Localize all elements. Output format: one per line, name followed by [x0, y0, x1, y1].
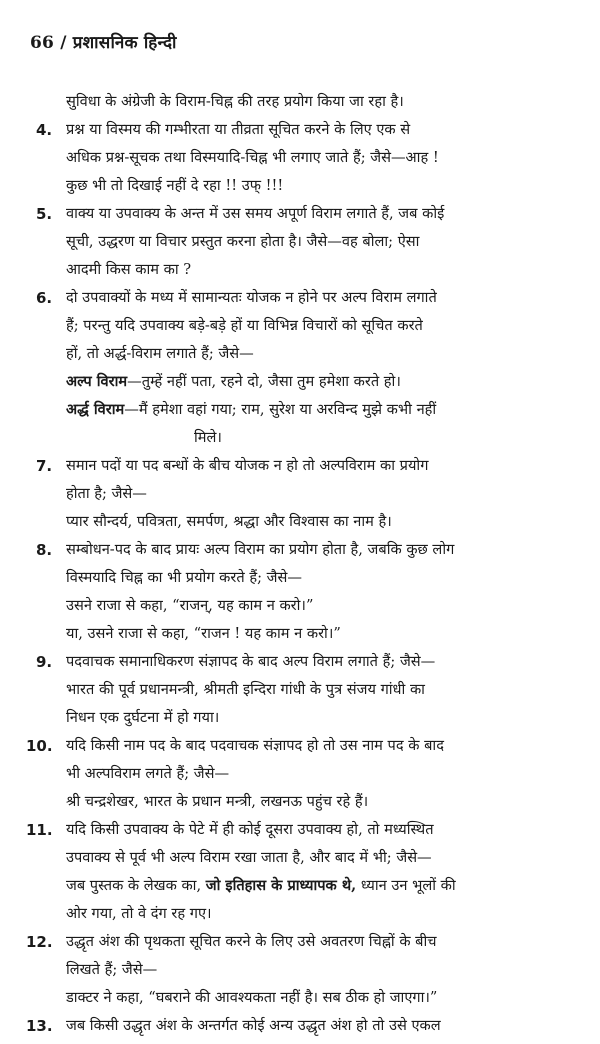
list-item-4 [36, 116, 576, 144]
item-text: आदमी किस काम का ? [66, 261, 192, 278]
term-label: अर्द्ध विराम [66, 401, 125, 418]
item-text: भी अल्पविराम लगते हैं; जैसे— [66, 765, 230, 782]
item-text: उद्धृत अंश की पृथकता सूचित करने के लिए उसे अवतरण चिह्नों के बीच [66, 933, 437, 950]
header-separator: / [60, 33, 67, 53]
example-line [36, 368, 576, 396]
item-text: डाक्टर ने कहा, “घबराने की आवश्यकता नहीं है। सब ठीक हो जाएगा।” [66, 989, 438, 1006]
item-number: 9. [36, 653, 53, 671]
item-text: होता है; जैसे— [66, 485, 147, 502]
page-number: 66 [30, 33, 55, 53]
example-text: —मैं हमेशा वहां गया; राम, सुरेश या अरविन्द मुझे कभी नहीं [124, 401, 437, 418]
item-text: पदवाचक समानाधिकरण संज्ञापद के बाद अल्प विराम लगाते हैं; जैसे— [66, 653, 436, 670]
item-text-part: ध्यान उन भूलों की [356, 877, 456, 894]
item-text: वाक्य या उपवाक्य के अन्त में उस समय अपूर्ण विराम लगाते हैं, जब कोई [66, 205, 445, 222]
item-number: 4. [36, 121, 53, 139]
list-item-8 [36, 536, 576, 564]
item-number: 13. [26, 1017, 53, 1035]
list-item-11 [26, 816, 576, 844]
term-label: अल्प विराम [66, 373, 128, 390]
item-text: दो उपवाक्यों के मध्य में सामान्यतः योजक न होने पर अल्प विराम लगाते [66, 289, 437, 306]
example-text: —तुम्हें नहीं पता, रहने दो, जैसा तुम हमेशा करते हो। [127, 373, 401, 390]
item-text: उपवाक्य से पूर्व भी अल्प विराम रखा जाता है, और बाद में भी; जैसे— [66, 849, 432, 866]
item-text: या, उसने राजा से कहा, “राजन ! यह काम न करो।” [66, 625, 341, 642]
item-text: भारत की पूर्व प्रधानमन्त्री, श्रीमती इन्दिरा गांधी के पुत्र संजय गांधी का [66, 681, 425, 698]
item-number: 6. [36, 289, 53, 307]
item-text: ओर गया, तो वे दंग रह गए। [66, 905, 212, 922]
item-text: जब किसी उद्धृत अंश के अन्तर्गत कोई अन्य उद्धृत अंश हो तो उसे एकल [66, 1017, 441, 1034]
list-item-9 [36, 648, 576, 676]
list-item-12 [26, 928, 576, 956]
item-text: प्यार सौन्दर्य, पवित्रता, समर्पण, श्रद्धा और विश्वास का नाम है। [66, 513, 392, 530]
item-text: कुछ भी तो दिखाई नहीं दे रहा !! उफ् !!! [66, 177, 284, 194]
intro-line: सुविधा के अंग्रेजी के विराम-चिह्न की तरह प्रयोग किया जा रहा है। [66, 93, 404, 110]
list-item-6 [36, 284, 576, 312]
item-number: 5. [36, 205, 53, 223]
item-number: 12. [26, 933, 53, 951]
page-header [30, 30, 177, 53]
list-item-5 [36, 200, 576, 228]
item-number: 8. [36, 541, 53, 559]
item-number: 11. [26, 821, 53, 839]
item-text: सम्बोधन-पद के बाद प्रायः अल्प विराम का प्रयोग होता है, जबकि कुछ लोग [66, 541, 455, 558]
list-item-7 [36, 452, 576, 480]
item-text: विस्मयादि चिह्न का भी प्रयोग करते हैं; जैसे— [66, 569, 302, 586]
item-text: सूची, उद्धरण या विचार प्रस्तुत करना होता है। जैसे—वह बोला; ऐसा [66, 233, 420, 250]
item-text-part: जब पुस्तक के लेखक का, [66, 877, 206, 894]
example-line [36, 396, 576, 424]
item-text: श्री चन्द्रशेखर, भारत के प्रधान मन्त्री, लखनऊ पहुंच रहे हैं। [66, 793, 369, 810]
book-title: प्रशासनिक हिन्दी [72, 33, 177, 53]
item-text: अधिक प्रश्न-सूचक तथा विस्मयादि-चिह्न भी लगाए जाते हैं; जैसे—आह ! [66, 149, 439, 166]
item-text [36, 872, 576, 900]
item-text: लिखते हैं; जैसे— [66, 961, 158, 978]
item-text: उसने राजा से कहा, “राजन्, यह काम न करो।” [66, 597, 314, 614]
item-text: यदि किसी उपवाक्य के पेटे में ही कोई दूसरा उपवाक्य हो, तो मध्यस्थित [66, 821, 434, 838]
item-text: निधन एक दुर्घटना में हो गया। [66, 709, 220, 726]
item-text: समान पदों या पद बन्धों के बीच योजक न हो तो अल्पविराम का प्रयोग [66, 457, 429, 474]
page-body [26, 88, 576, 1040]
list-item-13 [26, 1012, 576, 1040]
example-continuation: मिले। [194, 429, 222, 446]
item-text: प्रश्न या विस्मय की गम्भीरता या तीव्रता सूचित करने के लिए एक से [66, 121, 411, 138]
list-item-10 [26, 732, 576, 760]
item-text: यदि किसी नाम पद के बाद पदवाचक संज्ञापद हो तो उस नाम पद के बाद [66, 737, 444, 754]
item-number: 10. [26, 737, 53, 755]
item-text: हों, तो अर्द्ध-विराम लगाते हैं; जैसे— [66, 345, 254, 362]
item-number: 7. [36, 457, 53, 475]
emphasized-clause: जो इतिहास के प्राध्यापक थे, [205, 877, 357, 894]
item-text: हैं; परन्तु यदि उपवाक्य बड़े-बड़े हों या विभिन्न विचारों को सूचित करते [66, 317, 423, 334]
